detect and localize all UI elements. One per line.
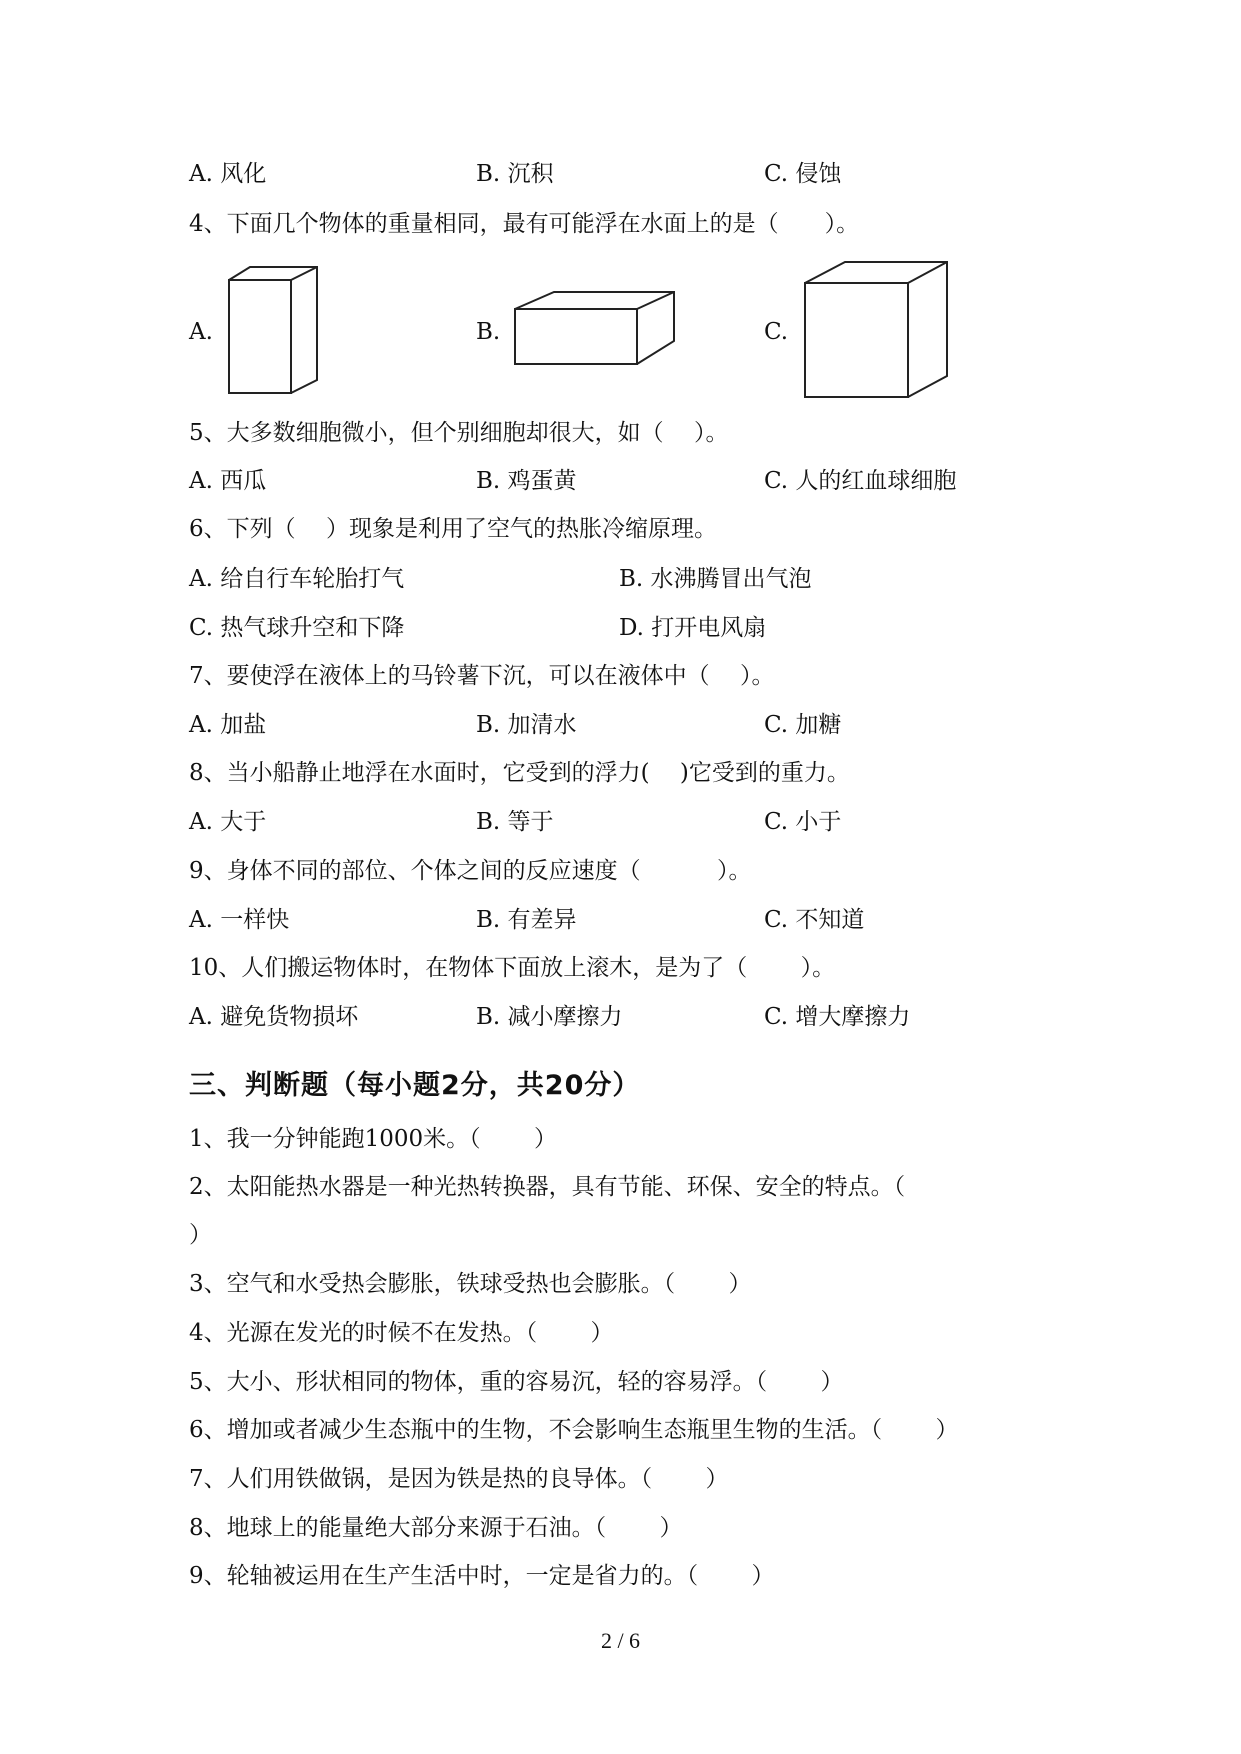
q3-option-b: B. 沉积 [476, 161, 554, 187]
q3-option-a: A. 风化 [189, 161, 267, 187]
q7-option-a: A. 加盐 [189, 712, 267, 738]
q4-stem: 4、下面几个物体的重量相同，最有可能浮在水面上的是（ ）。 [189, 211, 860, 237]
judge-item: 3、空气和水受热会膨胀，铁球受热也会膨胀。（ ） [189, 1271, 752, 1297]
q10-option-b: B. 减小摩擦力 [476, 1004, 623, 1030]
q6-stem: 6、下列（ ）现象是利用了空气的热胀冷缩原理。 [189, 516, 717, 542]
q7-option-c: C. 加糖 [764, 712, 842, 738]
judge-item: 8、地球上的能量绝大部分来源于石油。（ ） [189, 1515, 683, 1541]
section-heading: 三、判断题（每小题2分，共20分） [189, 1070, 641, 1101]
q8-option-a: A. 大于 [189, 809, 267, 835]
q4-option-c: C. [764, 319, 789, 345]
q8-option-b: B. 等于 [476, 809, 554, 835]
q10-option-a: A. 避免货物损坏 [189, 1004, 359, 1030]
tall-box-figure [226, 264, 322, 396]
q9-option-b: B. 有差异 [476, 907, 577, 933]
judge-item: 9、轮轴被运用在生产生活中时，一定是省力的。（ ） [189, 1563, 775, 1589]
q4-option-a: A. [189, 319, 213, 345]
q7-option-b: B. 加清水 [476, 712, 577, 738]
q6-option-b: B. 水沸腾冒出气泡 [619, 566, 812, 592]
q4-option-b: B. [476, 319, 501, 345]
q5-option-b: B. 鸡蛋黄 [476, 468, 577, 494]
judge-item: 5、大小、形状相同的物体，重的容易沉，轻的容易浮。（ ） [189, 1369, 844, 1395]
q9-option-c: C. 不知道 [764, 907, 865, 933]
q10-option-c: C. 增大摩擦力 [764, 1004, 911, 1030]
q8-option-c: C. 小于 [764, 809, 842, 835]
q8-stem: 8、当小船静止地浮在水面时，它受到的浮力( )它受到的重力。 [189, 760, 850, 786]
cube-figure [801, 259, 950, 401]
flat-box-figure [512, 289, 678, 368]
q9-stem: 9、身体不同的部位、个体之间的反应速度（ ）。 [189, 858, 752, 884]
q6-option-d: D. 打开电风扇 [619, 615, 767, 641]
q6-option-a: A. 给自行车轮胎打气 [189, 566, 405, 592]
judge-item-continuation: ） [189, 1222, 212, 1248]
page-number: 2 / 6 [600, 1628, 641, 1653]
q10-stem: 10、人们搬运物体时，在物体下面放上滚木，是为了（ ）。 [189, 955, 836, 981]
q9-option-a: A. 一样快 [189, 907, 290, 933]
q5-option-c: C. 人的红血球细胞 [764, 468, 957, 494]
judge-item: 6、增加或者减少生态瓶中的生物，不会影响生态瓶里生物的生活。（ ） [189, 1417, 959, 1443]
judge-item: 4、光源在发光的时候不在发热。（ ） [189, 1320, 614, 1346]
q3-option-c: C. 侵蚀 [764, 161, 842, 187]
judge-item: 1、我一分钟能跑1000米。（ ） [189, 1126, 557, 1152]
q7-stem: 7、要使浮在液体上的马铃薯下沉，可以在液体中（ ）。 [189, 663, 775, 689]
q5-stem: 5、大多数细胞微小，但个别细胞却很大，如（ ）。 [189, 420, 729, 446]
judge-item: 7、人们用铁做锅，是因为铁是热的良导体。（ ） [189, 1466, 729, 1492]
judge-item: 2、太阳能热水器是一种光热转换器，具有节能、环保、安全的特点。（ [189, 1174, 906, 1200]
q6-option-c: C. 热气球升空和下降 [189, 615, 405, 641]
q5-option-a: A. 西瓜 [189, 468, 267, 494]
